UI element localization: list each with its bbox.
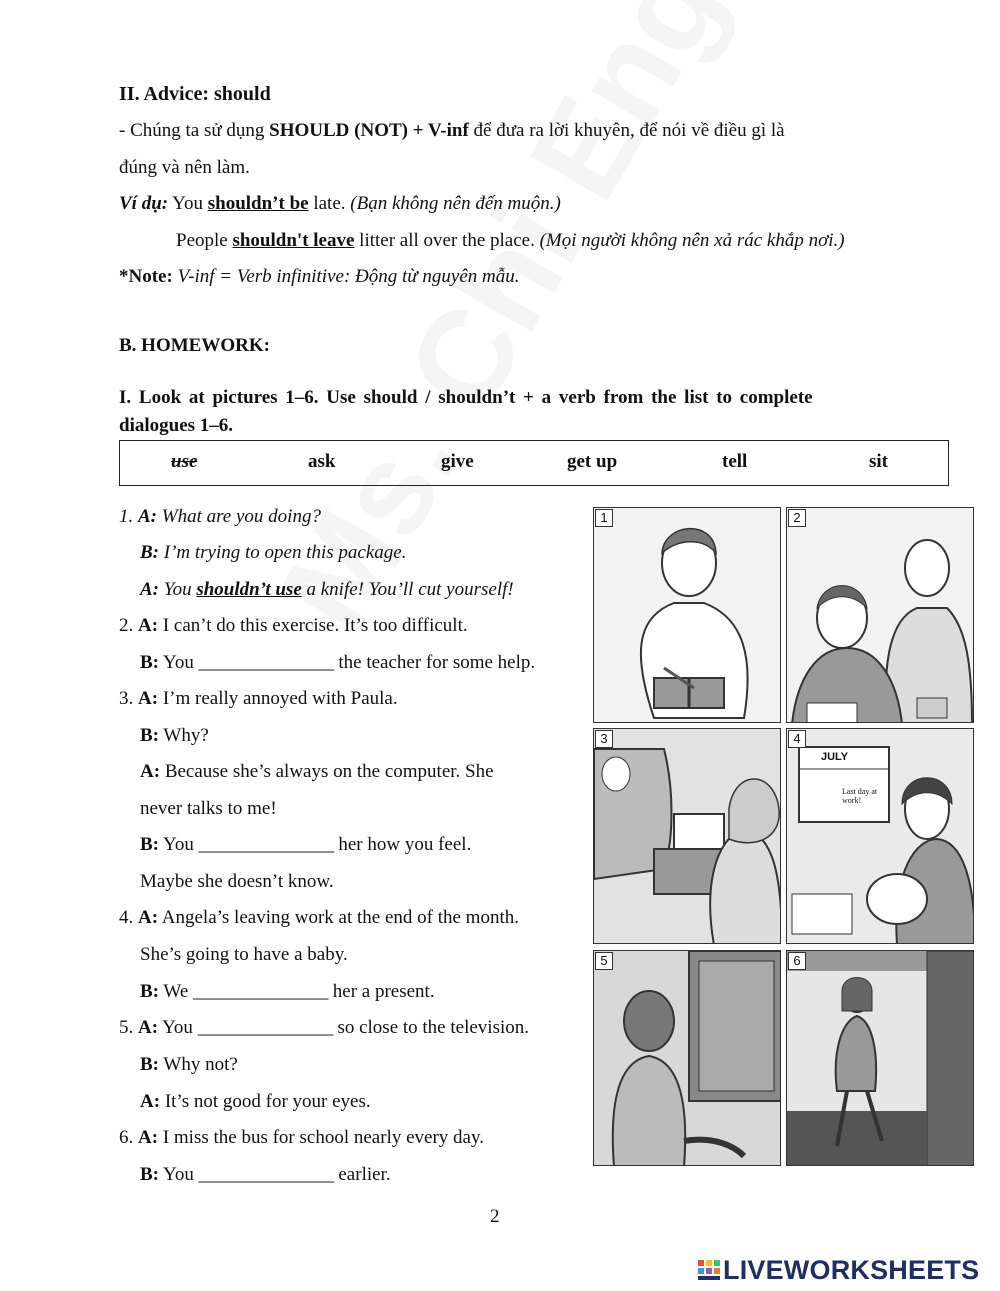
example-2-key: shouldn't leave xyxy=(232,230,355,251)
word-give: give xyxy=(441,451,474,472)
picture-5-number: 5 xyxy=(595,952,613,970)
dialogue-2-line-2: B: You _______________ the teacher for some help. xyxy=(140,652,536,673)
answer-blank-4[interactable]: _______________ xyxy=(193,981,329,1002)
girl-close-to-tv-illustration xyxy=(594,951,781,1166)
word-sit: sit xyxy=(869,451,888,472)
dialogue-4-line-2: She’s going to have a baby. xyxy=(140,944,348,965)
word-list-box xyxy=(119,440,949,486)
page-number: 2 xyxy=(490,1206,500,1227)
word-get-up: get up xyxy=(567,451,618,472)
rule-line-cont: đúng và nên làm. xyxy=(119,157,250,178)
picture-6 xyxy=(786,950,974,1166)
picture-1-number: 1 xyxy=(595,509,613,527)
task-instruction-cont: dialogues 1–6. xyxy=(119,415,234,436)
answer-blank-5[interactable]: _______________ xyxy=(197,1017,333,1038)
dialogue-4-line-3: B: We _______________ her a present. xyxy=(140,981,435,1002)
girl-missing-bus-illustration xyxy=(787,951,974,1166)
dialogue-1-line-3: A: You shouldn’t use a knife! You’ll cut yourself! xyxy=(140,579,514,600)
dialogue-5-line-2: B: Why not? xyxy=(140,1054,238,1075)
section-heading-advice: II. Advice: should xyxy=(119,83,271,105)
picture-4 xyxy=(786,728,974,944)
dialogue-5-line-3: A: It’s not good for your eyes. xyxy=(140,1091,371,1112)
note-line: *Note: V-inf = Verb infinitive: Động từ nguyên mẫu. xyxy=(119,266,520,287)
example-1: Ví dụ: You shouldn’t be late. (Bạn không nên đến muộn.) xyxy=(119,193,561,214)
girl-on-computer-illustration xyxy=(594,729,781,944)
picture-6-number: 6 xyxy=(788,952,806,970)
answer-blank-2[interactable]: _______________ xyxy=(198,652,334,673)
task-instruction: I. Look at pictures 1–6. Use should / shouldn’t + a verb from the list to complete xyxy=(119,387,813,408)
calendar-month: JULY xyxy=(821,751,849,763)
dialogue-1-line-2: B: I’m trying to open this package. xyxy=(140,542,407,563)
boy-opening-package-illustration xyxy=(594,508,781,723)
pregnant-woman-calendar-illustration xyxy=(787,729,974,944)
picture-1 xyxy=(593,507,781,723)
dialogue-1-line-1: 1. A: What are you doing? xyxy=(119,506,321,527)
dialogue-3-line-4: never talks to me! xyxy=(140,798,277,819)
answer-blank-6[interactable]: _______________ xyxy=(198,1164,334,1185)
dialogue-5-line-1: 5. A: You _______________ so close to the television. xyxy=(119,1017,529,1038)
dialogue-3-line-6: Maybe she doesn’t know. xyxy=(140,871,334,892)
homework-heading: B. HOMEWORK: xyxy=(119,335,270,356)
dialogue-6-line-1: 6. A: I miss the bus for school nearly every day. xyxy=(119,1127,484,1148)
rule-line: - Chúng ta sử dụng SHOULD (NOT) + V-inf để đưa ra lời khuyên, để nói về điều gì là xyxy=(119,120,785,141)
answer-blank-3[interactable]: _______________ xyxy=(198,834,334,855)
liveworksheets-logo-icon xyxy=(698,1258,720,1282)
dialogue-3-line-2: B: Why? xyxy=(140,725,209,746)
example-1-key: shouldn’t be xyxy=(207,193,309,214)
word-tell: tell xyxy=(722,451,748,472)
picture-2-number: 2 xyxy=(788,509,806,527)
liveworksheets-brand[interactable] xyxy=(698,1255,979,1285)
word-ask: ask xyxy=(308,451,336,472)
dialogue-3-line-3: A: Because she’s always on the computer. She xyxy=(140,761,494,782)
rule-formula: SHOULD (NOT) + V-inf xyxy=(269,120,469,141)
example-2: People shouldn't leave litter all over the place. (Mọi người không nên xả rác khắp nơi.) xyxy=(176,230,845,251)
brand-name: LIVEWORKSHEETS xyxy=(723,1254,980,1285)
picture-3-number: 3 xyxy=(595,730,613,748)
dialogue-6-line-2: B: You _______________ earlier. xyxy=(140,1164,391,1185)
word-use: use xyxy=(171,451,198,472)
dialogue-3-line-1: 3. A: I’m really annoyed with Paula. xyxy=(119,688,398,709)
dialogue-4-line-1: 4. A: Angela’s leaving work at the end of the month. xyxy=(119,907,519,928)
picture-2 xyxy=(786,507,974,723)
calendar-note: Last day at work! xyxy=(842,787,878,805)
dialogue-2-line-1: 2. A: I can’t do this exercise. It’s too difficult. xyxy=(119,615,468,636)
boy-struggling-homework-illustration xyxy=(787,508,974,723)
dialogue-3-line-5: B: You _______________ her how you feel. xyxy=(140,834,472,855)
picture-5 xyxy=(593,950,781,1166)
picture-3 xyxy=(593,728,781,944)
picture-4-number: 4 xyxy=(788,730,806,748)
dialogue-1-answer: shouldn’t use xyxy=(196,579,302,600)
